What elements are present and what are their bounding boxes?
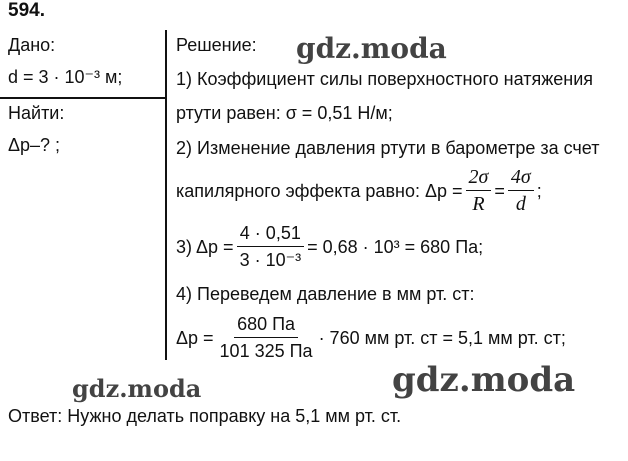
step4-fraction [217,313,316,362]
step4-result: · 760 мм рт. ст = 5,1 мм рт. ст; [318,327,566,348]
step3-num: 4 · 0,51 [237,222,304,247]
step2-fraction2 [508,166,534,215]
step2-prefix: капилярного эффекта равно: Δp = [176,180,463,201]
answer-line: Ответ: Нужно делать поправку на 5,1 мм рт. ст. [8,406,402,426]
watermark-bottom-left: gdz.moda [72,374,202,403]
step4-num: 680 Па [234,313,298,338]
given-divider [0,97,165,99]
step3-result: = 0,68 · 10³ = 680 Па; [307,236,484,257]
watermark-top: gdz.moda [296,32,447,65]
step2-frac1-num: 2σ [466,166,492,191]
step3-prefix: 3) Δp = [176,236,234,257]
step2-fraction1 [466,166,492,215]
step3-den: 3 · 10⁻³ [239,250,302,270]
step2-frac2-den: d [515,193,526,215]
step1-line1: 1) Коэффициент силы поверхностного натяжения [176,69,594,89]
given-label: Дано: [8,35,56,55]
step2-equals: = [494,180,505,201]
step3-fraction [237,222,305,271]
find-value: Δp–? ; [8,135,61,155]
problem-number: 594. [8,0,45,21]
step4-prefix: Δp = [176,327,214,348]
given-diameter: d = 3 · 10⁻³ м; [8,67,123,87]
step4-den: 101 325 Па [219,341,313,361]
step4-line1: 4) Переведем давление в мм рт. ст: [176,284,475,304]
step2-formula [176,166,542,215]
step2-line1: 2) Изменение давления ртути в барометре за счет [176,138,600,158]
step1-line2: ртути равен: σ = 0,51 Н/м; [176,103,393,123]
find-label: Найти: [8,103,65,123]
step3-formula [176,222,483,271]
watermark-bottom-right: gdz.moda [392,360,576,400]
step2-end: ; [536,180,542,201]
solution-label: Решение: [176,35,257,55]
step2-frac1-den: R [472,193,485,215]
step4-formula [176,313,566,362]
step2-frac2-num: 4σ [508,166,534,191]
column-divider [165,30,167,360]
